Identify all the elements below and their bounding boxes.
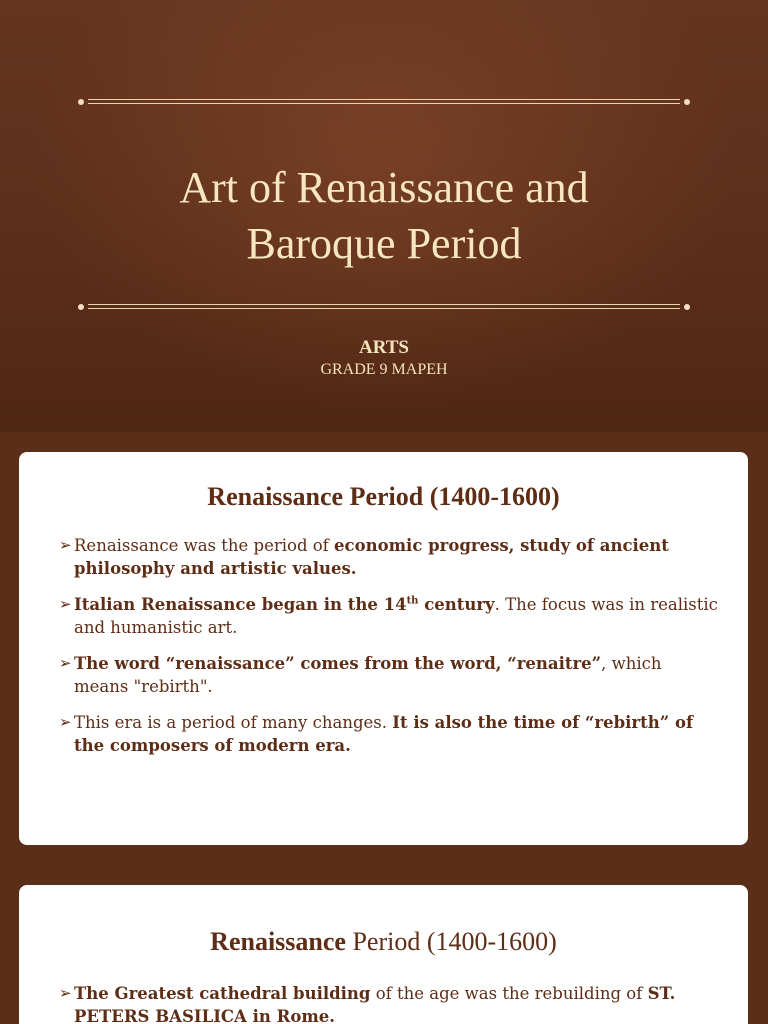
ornament-line <box>88 304 680 305</box>
ornament-dot <box>684 99 690 105</box>
title-slide <box>0 0 768 432</box>
slide-title <box>60 160 708 272</box>
bullet-list <box>59 534 718 770</box>
ornament-line <box>88 308 680 309</box>
ornament-dot <box>78 99 84 105</box>
bullet-text: , which means "rebirth". <box>74 654 662 696</box>
bullet-text: of the age was the rebuilding of <box>370 984 648 1003</box>
arrow-bullet-icon: ➢ <box>59 713 72 731</box>
arrow-bullet-icon: ➢ <box>59 595 72 613</box>
bullet-text-bold: The word “renaissance” comes from the word, “renaitre” <box>74 654 602 673</box>
bottom-ornament-divider <box>78 303 690 311</box>
slide-title-line1: Art of Renaissance and <box>179 163 589 212</box>
arrow-bullet-icon: ➢ <box>59 984 72 1002</box>
arrow-bullet-icon: ➢ <box>59 536 72 554</box>
top-ornament-divider <box>78 98 690 106</box>
ornament-dot <box>78 304 84 310</box>
bullet-text: . The focus was in realistic and humanistic art. <box>74 595 718 637</box>
bullet-text-bold: Italian Renaissance began in the 14 <box>74 595 407 614</box>
bullet-text: This era is a period of many changes. <box>74 713 393 732</box>
subtitle-grade: GRADE 9 MAPEH <box>320 361 448 378</box>
slide-subtitle <box>0 336 768 380</box>
bullet-item <box>59 982 718 1024</box>
slide-renaissance-overview <box>19 452 748 845</box>
ornament-line <box>88 99 680 100</box>
bullet-item <box>59 652 718 698</box>
bullet-text-bold: century <box>418 595 495 614</box>
bullet-text-bold: ST. PETERS BASILICA in Rome. <box>74 984 676 1024</box>
slide-heading-rest: Period (1400-1600) <box>345 927 557 956</box>
bullet-item <box>59 534 718 580</box>
slide-heading <box>19 927 748 957</box>
superscript: th <box>406 595 419 607</box>
slide-heading-bold: Renaissance <box>210 927 346 956</box>
bullet-text-bold: It is also the time of “rebirth” of the composers of modern era. <box>74 713 694 755</box>
slide-renaissance-architecture <box>19 885 748 1024</box>
bullet-item <box>59 593 718 639</box>
arrow-bullet-icon: ➢ <box>59 654 72 672</box>
bullet-text-bold: The Greatest cathedral building <box>74 984 371 1003</box>
bullet-item <box>59 711 718 757</box>
bullet-text-bold: economic progress, study of ancient philosophy and artistic values. <box>74 536 669 578</box>
ornament-line <box>88 103 680 104</box>
subtitle-arts: ARTS <box>358 337 409 358</box>
bullet-text: Renaissance was the period of <box>74 536 335 555</box>
slide-heading: Renaissance Period (1400-1600) <box>207 482 560 511</box>
ornament-dot <box>684 304 690 310</box>
slide-title-line2: Baroque Period <box>246 219 522 268</box>
bullet-list <box>59 982 718 1024</box>
